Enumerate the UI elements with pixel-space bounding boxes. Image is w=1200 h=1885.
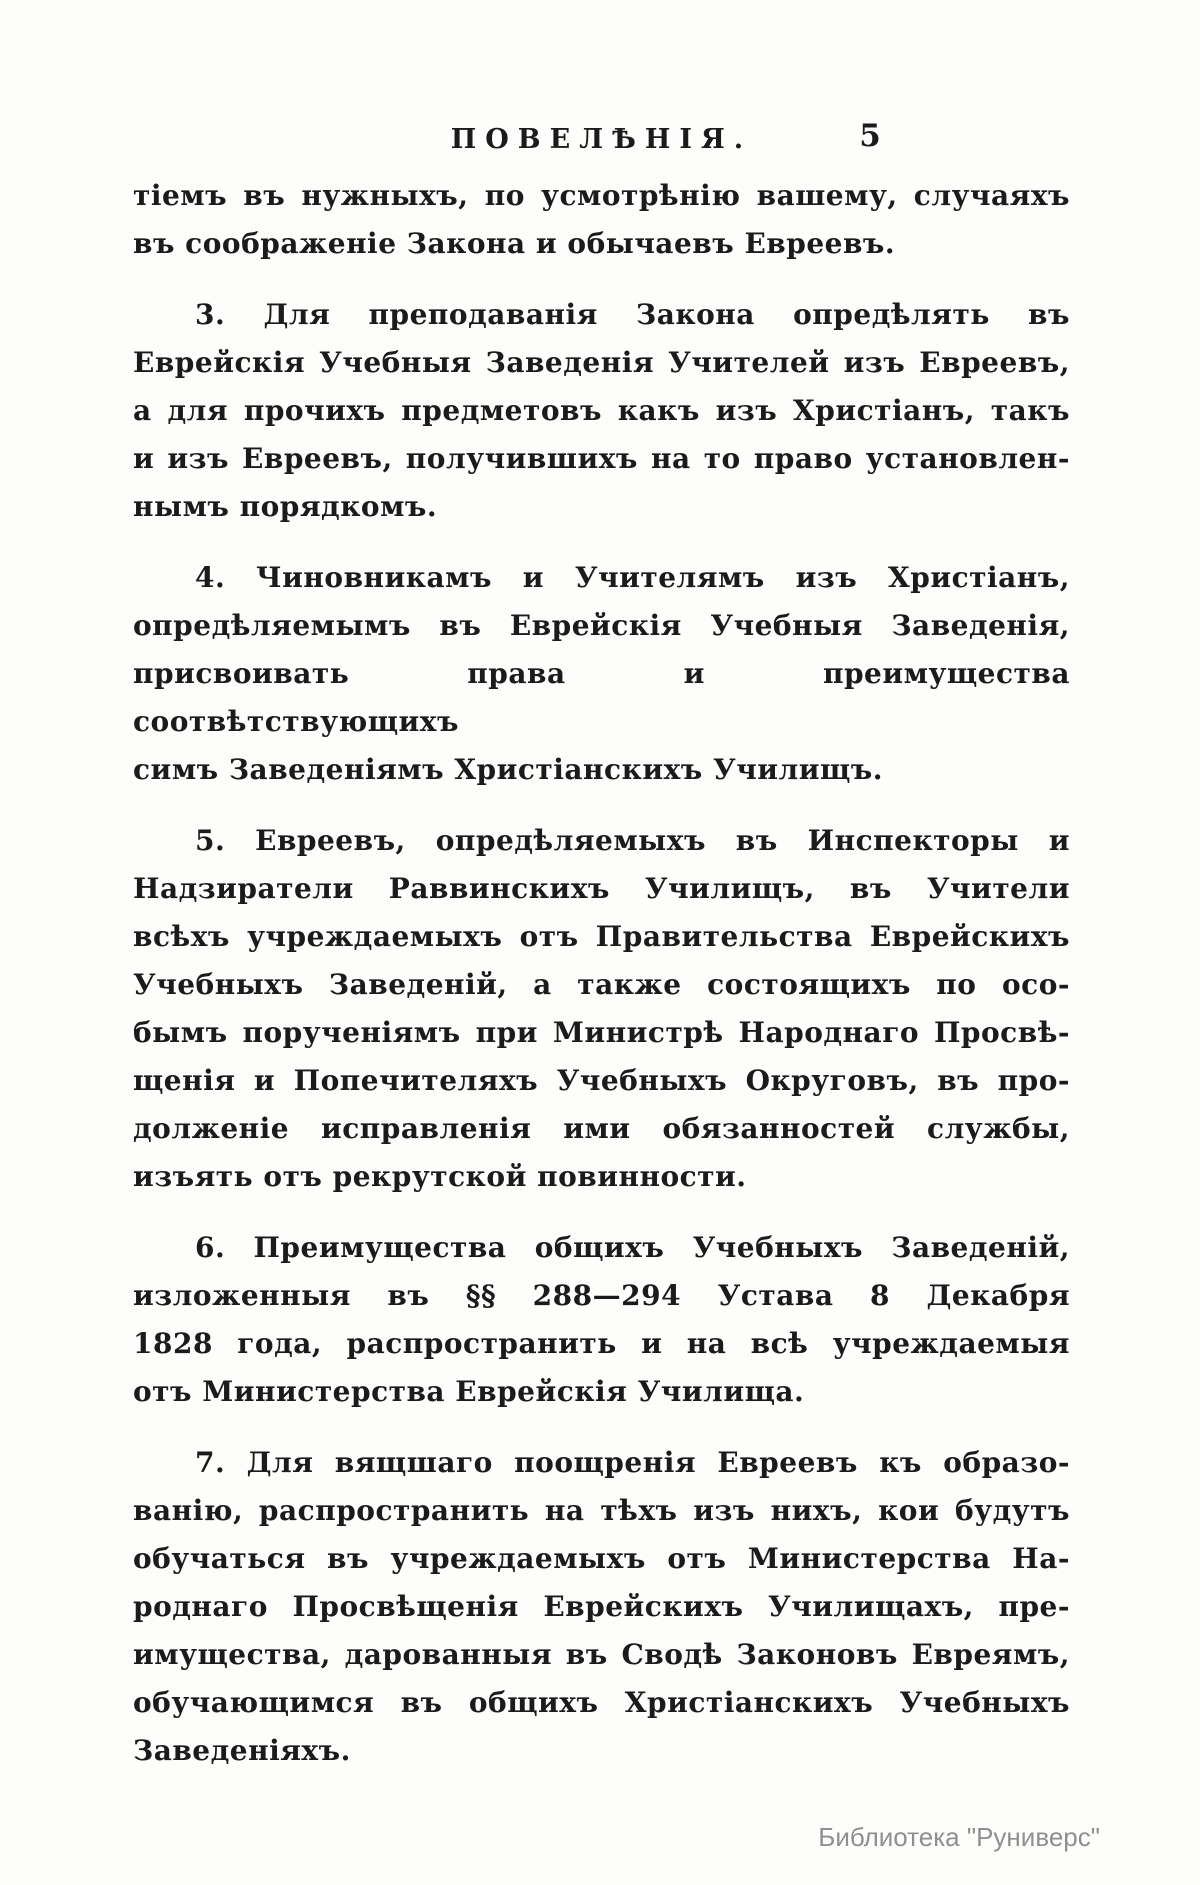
text-line: нымъ порядкомъ. [133, 490, 438, 523]
text-line: симъ Заведеніямъ Христіанскихъ Училищъ. [133, 753, 884, 786]
paragraph [133, 291, 1070, 531]
text-line: 4. Чиновникамъ и Учителямъ изъ Христіанъ, [195, 561, 1070, 594]
text-line: 3. Для преподаванія Закона опредѣлять въ [195, 298, 1070, 331]
text-line: 5. Евреевъ, опредѣляемыхъ въ Инспекторы и [195, 824, 1070, 857]
text-line: изъять отъ рекрутской повинности. [133, 1160, 747, 1193]
text-line: опредѣляемымъ въ Еврейскія Учебныя Заведенія, [133, 609, 1070, 642]
text-line: 7. Для вящшаго поощренія Евреевъ къ образо- [195, 1446, 1070, 1479]
text-line: въ соображеніе Закона и обычаевъ Евреевъ. [133, 227, 896, 260]
paragraph [133, 1224, 1070, 1416]
text-line: Заведеніяхъ. [133, 1734, 351, 1767]
text-line: тіемъ въ нужныхъ, по усмотрѣнію вашему, случаяхъ [133, 179, 1070, 212]
text-line: 1828 года, распространить и на всѣ учреждаемыя [133, 1327, 1070, 1360]
text-line: щенія и Попечителяхъ Учебныхъ Округовъ, въ про- [133, 1064, 1070, 1097]
text-line: имущества, дарованныя въ Сводѣ Законовъ Евреямъ, [133, 1638, 1070, 1671]
text-line: обучающимся въ общихъ Христіанскихъ Учебныхъ [133, 1686, 1070, 1719]
text-line: долженіе исправленія ими обязанностей службы, [133, 1112, 1070, 1145]
text-line: а для прочихъ предметовъ какъ изъ Христіанъ, такъ [133, 394, 1070, 427]
text-line: Надзиратели Раввинскихъ Училищъ, въ Учители [133, 872, 1070, 905]
library-watermark: Библиотека "Руниверс" [818, 1822, 1100, 1852]
text-line: отъ Министерства Еврейскія Училища. [133, 1375, 805, 1408]
paragraph [133, 172, 1070, 268]
text-line: обучаться въ учреждаемыхъ отъ Министерства На- [133, 1542, 1070, 1575]
text-line: Еврейскія Учебныя Заведенія Учителей изъ Евреевъ, [133, 346, 1070, 379]
text-line: ванію, распространить на тѣхъ изъ нихъ, кои будутъ [133, 1494, 1070, 1527]
page-body [133, 172, 1070, 1775]
text-line: 6. Преимущества общихъ Учебныхъ Заведеній, [195, 1231, 1070, 1264]
paragraph [133, 817, 1070, 1201]
paragraph [133, 1439, 1070, 1775]
text-line: изложенныя въ §§ 288—294 Устава 8 Декабря [133, 1279, 1070, 1312]
text-line: присвоивать права и преимущества соотвѣтствующихъ [133, 657, 1070, 738]
text-line: роднаго Просвѣщенія Еврейскихъ Училищахъ, пре- [133, 1590, 1070, 1623]
paragraph [133, 554, 1070, 794]
text-line: всѣхъ учреждаемыхъ отъ Правительства Еврейскихъ [133, 920, 1070, 953]
text-line: бымъ порученіямъ при Министрѣ Народнаго Просвѣ- [133, 1016, 1070, 1049]
text-line: Учебныхъ Заведеній, а также состоящихъ по осо- [133, 968, 1070, 1001]
page-number: 5 [859, 118, 881, 154]
page-title: ПОВЕЛѢНІЯ. [450, 124, 753, 155]
text-line: и изъ Евреевъ, получившихъ на то право установлен- [133, 442, 1070, 475]
